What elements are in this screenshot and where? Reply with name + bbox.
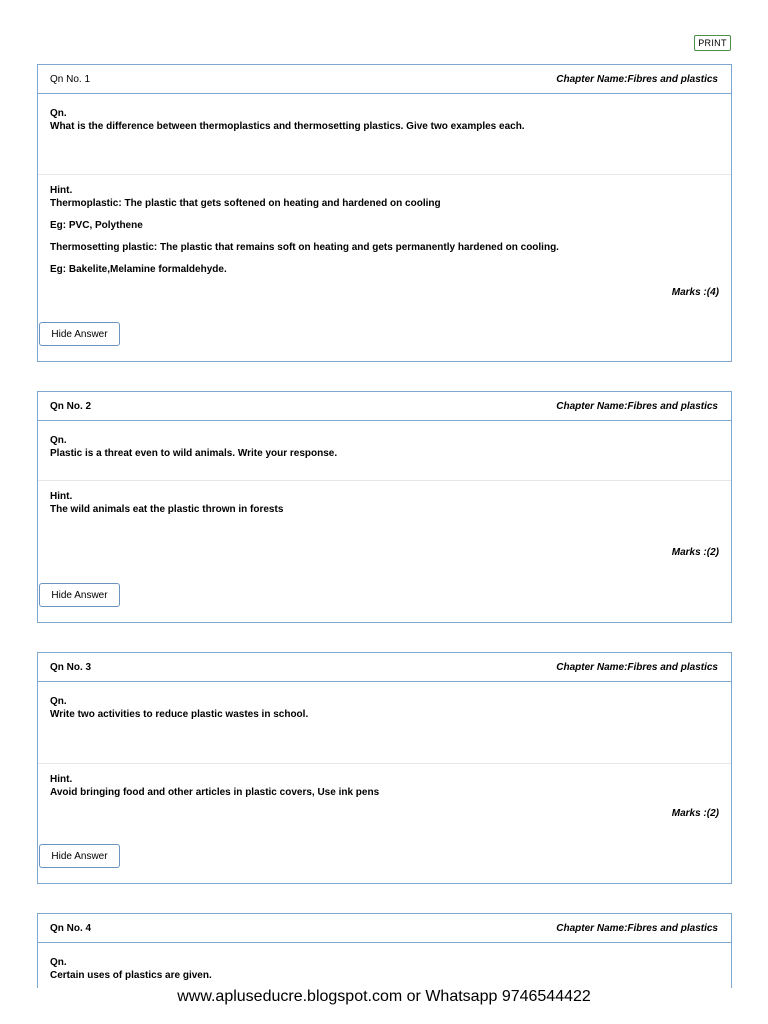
footer-watermark: www.apluseducre.blogspot.com or Whatsapp 9746544422 xyxy=(177,988,591,1005)
hide-answer-button[interactable]: Hide Answer xyxy=(39,322,120,346)
chapter-name: Chapter Name:Fibres and plastics xyxy=(556,73,718,85)
hide-answer-button[interactable]: Hide Answer xyxy=(39,844,120,868)
chapter-name: Chapter Name:Fibres and plastics xyxy=(556,400,718,412)
question-card-2 xyxy=(37,391,732,623)
marks-label: Marks :(2) xyxy=(671,547,719,558)
hint-line: Thermoplastic: The plastic that gets softened on heating and hardened on cooling xyxy=(50,198,441,209)
chapter-name: Chapter Name:Fibres and plastics xyxy=(556,922,718,934)
hint-label: Hint. xyxy=(50,491,73,502)
question-number: Qn No. 3 xyxy=(50,661,92,673)
print-button[interactable]: PRINT xyxy=(694,35,731,51)
hint-line: Eg: PVC, Polythene xyxy=(50,220,143,231)
hint-line: Eg: Bakelite,Melamine formaldehyde. xyxy=(50,264,227,275)
hint-label: Hint. xyxy=(50,774,73,785)
question-text: Write two activities to reduce plastic wastes in school. xyxy=(50,709,309,720)
question-number: Qn No. 2 xyxy=(50,400,92,412)
marks-label: Marks :(2) xyxy=(671,808,719,819)
question-section xyxy=(38,943,731,982)
card-header xyxy=(38,914,731,943)
question-text: Plastic is a threat even to wild animals. Write your response. xyxy=(50,448,338,459)
card-header xyxy=(38,65,731,94)
question-section xyxy=(38,94,731,175)
question-card-4 xyxy=(37,913,732,988)
question-label: Qn. xyxy=(50,435,67,446)
card-header xyxy=(38,653,731,682)
question-number: Qn No. 1 xyxy=(50,73,91,85)
question-label: Qn. xyxy=(50,957,67,968)
question-card-3 xyxy=(37,652,732,884)
hint-line: Thermosetting plastic: The plastic that remains soft on heating and gets permanently hardened on cooling. xyxy=(50,242,559,253)
hide-answer-button[interactable]: Hide Answer xyxy=(39,583,120,607)
question-number: Qn No. 4 xyxy=(50,922,92,934)
question-text: What is the difference between thermoplastics and thermosetting plastics. Give two examples each. xyxy=(50,121,525,132)
question-label: Qn. xyxy=(50,108,67,119)
hint-section xyxy=(38,481,731,516)
hint-line: The wild animals eat the plastic thrown in forests xyxy=(50,504,284,515)
question-text: Certain uses of plastics are given. xyxy=(50,970,212,981)
card-header xyxy=(38,392,731,421)
hint-line: Avoid bringing food and other articles in plastic covers, Use ink pens xyxy=(50,787,380,798)
question-label: Qn. xyxy=(50,696,67,707)
hint-label: Hint. xyxy=(50,185,73,196)
marks-label: Marks :(4) xyxy=(671,287,719,298)
question-section xyxy=(38,682,731,764)
hint-section xyxy=(38,764,731,799)
hint-section xyxy=(38,175,731,276)
chapter-name: Chapter Name:Fibres and plastics xyxy=(556,661,718,673)
question-card-1 xyxy=(37,64,732,362)
question-section xyxy=(38,421,731,481)
